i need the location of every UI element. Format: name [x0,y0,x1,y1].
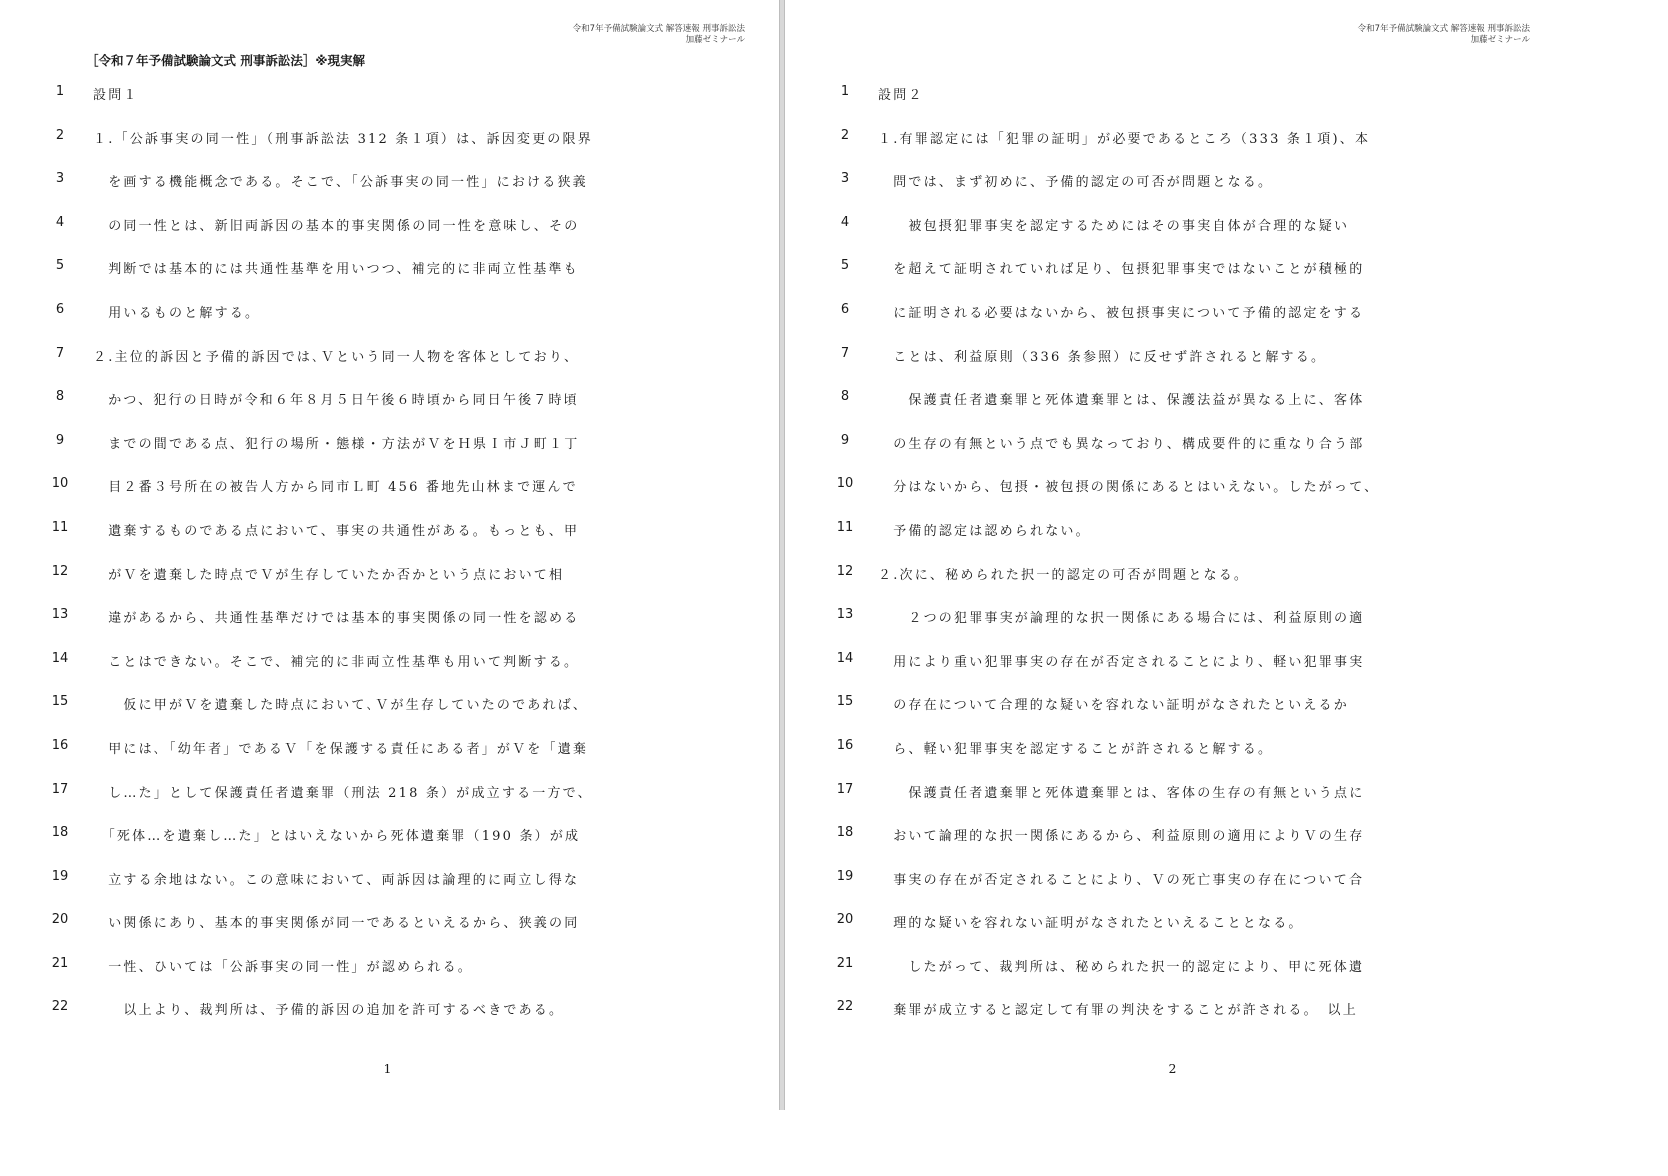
line-number: 8 [55,389,65,405]
line-text: い関係にあり、基本的事実関係が同一であるといえるから、狭義の同 [93,916,580,932]
document-line [0,822,775,866]
line-text: を画する機能概念である。そこで、「公訴事実の同一性」における狭義 [93,175,588,191]
page-1 [0,0,775,1110]
line-number: 6 [840,301,850,317]
line-number: 14 [836,650,854,666]
line-text: ことは、利益原則（336 条参照）に反せず許されると解する。 [878,349,1327,365]
line-text: 保護責任者遺棄罪と死体遺棄罪とは、保護法益が異なる上に、客体 [878,393,1365,409]
line-text: 予備的認定は認められない。 [878,523,1091,539]
document-line [0,212,775,256]
line-text: 用により重い犯罪事実の存在が否定されることにより、軽い犯罪事実 [878,654,1365,670]
document-line [785,604,1560,648]
line-number: 10 [836,476,854,492]
line-text: 一性、ひいては「公訴事実の同一性」が認められる。 [93,959,474,975]
line-number: 13 [836,607,854,623]
line-text: がＶを遺棄した時点でＶが生存していたか否かという点において相 [93,567,565,583]
document-line [0,779,775,823]
line-text: 設問２ [878,88,924,103]
document-line [785,909,1560,953]
document-line [0,996,775,1040]
line-text: 違があるから、共通性基準だけでは基本的事実関係の同一性を認める [93,611,580,627]
document-line [785,996,1560,1040]
document-line [0,735,775,779]
line-number: 4 [55,214,65,230]
line-number: 3 [55,171,65,187]
document-line [0,125,775,169]
line-text: 理的な疑いを容れない証明がなされたといえることとなる。 [878,916,1304,932]
document-line [785,168,1560,212]
line-number: 16 [836,737,854,753]
line-text: ことはできない。そこで、補完的に非両立性基準も用いて判断する。 [93,654,580,670]
document-line [785,299,1560,343]
document-line [0,517,775,561]
line-number: 16 [51,737,69,753]
line-number: 17 [51,781,69,797]
line-number: 18 [51,825,69,841]
header-line-2: 加藤ゼミナール [1470,34,1530,45]
page-number: 2 [1168,1061,1177,1076]
page-header [1358,24,1530,45]
document-line [785,430,1560,474]
page-number: 1 [383,1061,392,1076]
line-text: 以上より、裁判所は、予備的訴因の追加を許可するべきである。 [93,1003,565,1019]
document-line [785,735,1560,779]
line-number: 13 [51,607,69,623]
page-2 [785,0,1560,1110]
line-number: 19 [836,868,854,884]
document-line [0,473,775,517]
document-line [0,866,775,910]
page-header [573,24,745,45]
line-number: 17 [836,781,854,797]
document-line [785,866,1560,910]
document-line [0,953,775,997]
line-text: 甲には､「幼年者」であるＶ「を保護する責任にある者」がＶを「遺棄 [93,741,589,757]
line-text: 「死体…を遺棄し…た」とはいえないから死体遺棄罪（190 条）が成 [93,829,581,845]
line-number: 20 [836,912,854,928]
line-text: の同一性とは、新旧両訴因の基本的事実関係の同一性を意味し、その [93,218,580,234]
line-text: 用いるものと解する。 [93,305,261,321]
line-text: １.「公訴事実の同一性」（刑事訴訟法 312 条１項）は、訴因変更の限界 [93,131,593,147]
line-list [0,81,775,1040]
document-line [0,430,775,474]
line-text: し…た」として保護責任者遺棄罪（刑法 218 条）が成立する一方で、 [93,785,593,801]
line-number: 3 [840,171,850,187]
line-number: 4 [840,214,850,230]
line-text: 被包摂犯罪事実を認定するためにはその事実自体が合理的な疑い [878,218,1350,234]
line-number: 2 [55,127,65,143]
line-text: 設問１ [93,88,139,103]
line-text: の生存の有無という点でも異なっており、構成要件的に重なり合う部 [878,436,1365,452]
line-number: 19 [51,868,69,884]
line-text: ら、軽い犯罪事実を認定することが許されると解する。 [878,741,1274,757]
line-number: 20 [51,912,69,928]
line-text: 立する余地はない。この意味において、両訴因は論理的に両立し得な [93,872,580,888]
line-number: 12 [51,563,69,579]
line-number: 1 [55,84,65,99]
document-line [785,386,1560,430]
document-line [785,125,1560,169]
line-text: 問では、まず初めに、予備的認定の可否が問題となる。 [878,175,1274,191]
document-line [785,561,1560,605]
line-text: 保護責任者遺棄罪と死体遺棄罪とは、客体の生存の有無という点に [878,785,1365,801]
line-text: １.有罪認定には「犯罪の証明」が必要であるところ（333 条１項)、本 [878,131,1371,147]
line-text: までの間である点、犯行の場所・態様・方法がＶをＨ県Ｉ市Ｊ町１丁 [93,436,580,452]
line-list [785,81,1560,1040]
header-line-1: 令和7年予備試験論文式 解答速報 刑事訴訟法 [572,24,745,34]
line-number: 1 [840,84,850,99]
line-number: 15 [836,694,854,710]
line-text: おいて論理的な択一関係にあるから、利益原則の適用によりＶの生存 [878,829,1365,845]
line-number: 7 [840,345,850,361]
document-line [785,517,1560,561]
line-text: に証明される必要はないから、被包摂事実について予備的認定をする [878,305,1365,321]
document-line [0,909,775,953]
line-text: ２つの犯罪事実が論理的な択一関係にある場合には、利益原則の適 [878,611,1365,627]
document-title: ［令和７年予備試験論文式 刑事訴訟法］※現実解 [86,53,366,68]
line-number: 9 [55,432,65,448]
line-text: 判断では基本的には共通性基準を用いつつ、補完的に非両立性基準も [93,262,579,278]
document-line [0,255,775,299]
line-number: 22 [836,999,854,1015]
line-text: 棄罪が成立すると認定して有罪の判決をすることが許される。 以上 [878,1003,1358,1019]
document-line [785,255,1560,299]
document-line [785,779,1560,823]
line-number: 14 [51,650,69,666]
document-line [0,386,775,430]
line-number: 11 [836,519,854,535]
document-line [0,168,775,212]
document-line [785,343,1560,387]
line-text: ２.主位的訴因と予備的訴因では､Ｖという同一人物を客体としており、 [93,349,580,365]
line-number: 21 [836,955,854,971]
document-line [0,343,775,387]
document-line [785,822,1560,866]
line-number: 8 [840,389,850,405]
line-number: 18 [836,825,854,841]
line-text: を超えて証明されていれば足り、包摂犯罪事実ではないことが積極的 [878,262,1365,278]
line-number: 22 [51,999,69,1015]
document-line [785,81,1560,125]
document-line [785,953,1560,997]
document-line [0,691,775,735]
line-text: 遺棄するものである点において、事実の共通性がある。もっとも、甲 [93,523,580,539]
document-line [0,561,775,605]
document-line [0,81,775,125]
line-text: の存在について合理的な疑いを容れない証明がなされたといえるか [878,698,1349,714]
line-number: 6 [55,301,65,317]
document-line [785,473,1560,517]
line-number: 9 [840,432,850,448]
document-line [785,212,1560,256]
document-line [785,691,1560,735]
document-line [0,604,775,648]
line-text: かつ、犯行の日時が令和６年８月５日午後６時頃から同日午後７時頃 [93,393,579,409]
line-number: 5 [55,258,65,274]
line-text: 分はないから、包摂・被包摂の関係にあるとはいえない。したがって、 [878,480,1380,496]
line-number: 2 [840,127,850,143]
line-text: 目２番３号所在の被告人方から同市Ｌ町 456 番地先山林まで運んで [93,480,578,496]
line-number: 5 [840,258,850,274]
line-number: 11 [51,519,69,535]
header-line-1: 令和7年予備試験論文式 解答速報 刑事訴訟法 [1357,24,1530,34]
header-line-2: 加藤ゼミナール [685,34,745,45]
line-number: 15 [51,694,69,710]
line-number: 12 [836,563,854,579]
document-line [785,648,1560,692]
line-number: 10 [51,476,69,492]
line-text: 事実の存在が否定されることにより、Ｖの死亡事実の存在について合 [878,872,1365,888]
document-line [0,648,775,692]
line-text: ２.次に、秘められた択一的認定の可否が問題となる。 [878,567,1250,583]
line-number: 21 [51,955,69,971]
line-number: 7 [55,345,65,361]
line-text: 仮に甲がＶを遺棄した時点において､Ｖが生存していたのであれば、 [93,698,589,714]
line-text: したがって、裁判所は、秘められた択一的認定により、甲に死体遺 [878,959,1365,975]
document-line [0,299,775,343]
